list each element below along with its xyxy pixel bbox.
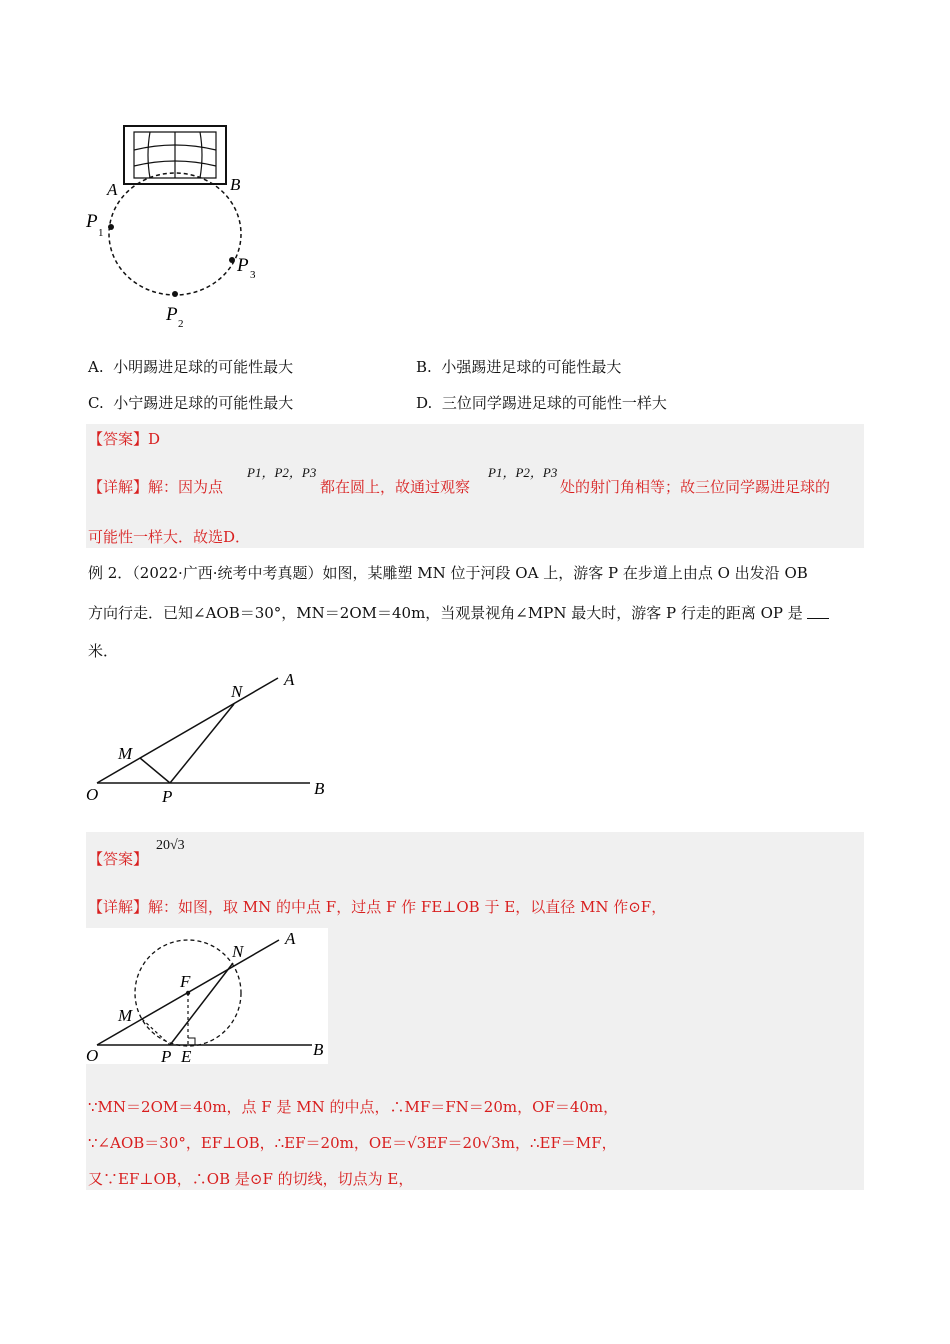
label-p2-sub: 2 — [178, 318, 184, 330]
fig3-label-n: N — [232, 942, 244, 961]
solution-line-1: ∵MN＝2OM＝40m，点 F 是 MN 的中点，∴MF＝FN＝20m，OF＝40m， — [88, 1098, 619, 1116]
fig3-label-e: E — [181, 1047, 192, 1064]
fig2-label-b: B — [314, 779, 325, 798]
example2-line3: 米． — [88, 642, 119, 660]
solution-line-2: ∵∠AOB＝30°，EF⊥OB，∴EF＝20m，OE＝√3EF＝20√3m，∴EF＝MF， — [88, 1134, 617, 1152]
fig3-label-b: B — [313, 1040, 324, 1059]
point-p1 — [108, 224, 114, 230]
figure-mpn — [82, 666, 332, 806]
option-c: C. 小宁踢进足球的可能性最大 — [88, 394, 294, 412]
detail-1-points-b: P1，P2，P3 — [488, 465, 558, 480]
detail-1-points-a: P1，P2，P3 — [247, 465, 317, 480]
detail-1-tag: 【详解】解：因为点 — [88, 478, 224, 496]
fig3-label-f: F — [180, 972, 191, 991]
option-a: A. 小明踢进足球的可能性最大 — [88, 358, 294, 376]
label-p1: P — [86, 211, 98, 232]
fig3-label-o: O — [86, 1046, 99, 1064]
detail-1-end: 处的射门角相等；故三位同学踢进足球的 — [560, 478, 831, 496]
option-d: D. 三位同学踢进足球的可能性一样大 — [416, 394, 667, 412]
figure-goal-circle — [80, 118, 280, 333]
answer-1: 【答案】D — [88, 430, 161, 448]
label-p2: P — [166, 304, 178, 325]
detail-2: 【详解】解：如图，取 MN 的中点 F，过点 F 作 FE⊥OB 于 E，以直径 MN 作⊙F， — [88, 898, 667, 916]
fig3-label-p: P — [161, 1047, 172, 1064]
label-p1-sub: 1 — [98, 227, 104, 239]
detail-1-line2: 可能性一样大．故选D． — [88, 528, 251, 546]
fig3-label-a: A — [285, 929, 296, 948]
figure-tangent-circle — [86, 928, 328, 1064]
label-b: B — [230, 175, 241, 194]
answer-2-tag: 【答案】 — [88, 850, 149, 868]
fig2-label-a: A — [284, 670, 295, 689]
label-p3: P — [237, 255, 249, 276]
label-p3-sub: 3 — [250, 269, 256, 281]
fig3-label-m: M — [118, 1006, 133, 1025]
option-b: B. 小强踢进足球的可能性最大 — [416, 358, 622, 376]
point-p2 — [172, 291, 178, 297]
detail-1-mid: 都在圆上，故通过观察 — [320, 478, 471, 496]
label-a: A — [107, 180, 118, 199]
example2-line1: 例 2．（2022·广西·统考中考真题）如图，某雕塑 MN 位于河段 OA 上，游客 P 在步道上由点 O 出发沿 OB — [88, 564, 808, 582]
answer-2-value: 20√3 — [156, 838, 185, 853]
fig2-label-p: P — [162, 787, 173, 806]
solution-line-3: 又∵EF⊥OB，∴OB 是⊙F 的切线，切点为 E， — [88, 1170, 414, 1188]
point-p3 — [229, 257, 235, 263]
fig2-label-n: N — [231, 682, 243, 701]
fig2-label-m: M — [118, 744, 133, 763]
fig2-label-o: O — [86, 785, 99, 804]
example2-line2: 方向行走．已知∠AOB＝30°，MN＝2OM＝40m，当观景视角∠MPN 最大时，游客 P 行走的距离 OP 是 — [88, 602, 829, 624]
